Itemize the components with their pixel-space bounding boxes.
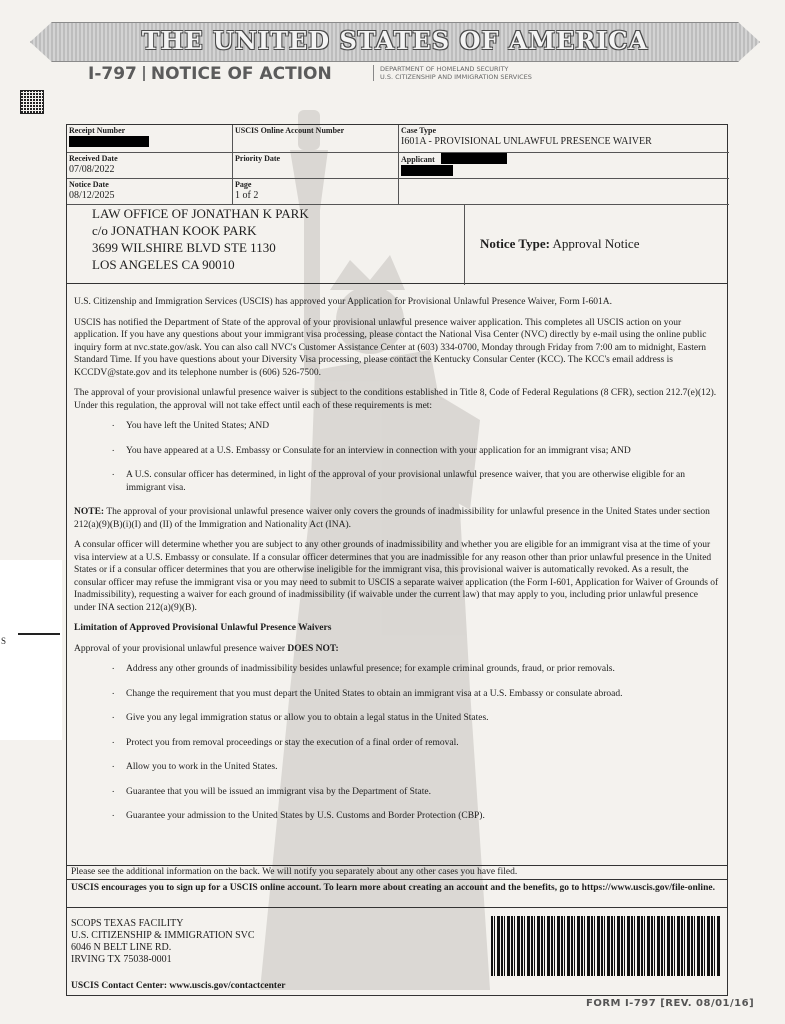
office-line-2: U.S. CITIZENSHIP & IMMIGRATION SVC [71,930,255,941]
condition-2: . You have appeared at a U.S. Embassy or Consulate for an interview in connection with your application for an immigrant visa; AND [74,445,720,458]
banner-title: THE UNITED STATES OF AMERICA [141,26,649,55]
body-paragraph-3: The approval of your provisional unlawful presence waiver is subject to the conditions established in Title 8, Code of Federal Regulations (8 CFR), section 212.7(e)(12). Under this regulation, the approval will not take effect until each of these requirements is met: [74,388,717,411]
title-divider [143,66,145,81]
received-value: 07/08/2022 [69,164,115,175]
body-paragraph-4: A consular officer will determine whether you are subject to any other grounds of inadmissibility and whether you are eligible for an immigrant visa at the time of your visa interview at a U.S. Embassy or consulate. If a consular officer determines that you are inadmissible for any reason other than prior unlawful presence in the United States or if a consular officer determines that you are otherwise ineligible for the immigrant visa, this provisional waiver is automatically revoked. As a result, the consular officer may refuse the immigrant visa or you may need to submit to USCIS a separate waiver application (the Form I-601, Application for Waiver of Grounds of Inadmissibility), requesting a waiver for each ground of inadmissibility (if waivable under the current law) that may apply to you, including prior unlawful presence under INA section 212(a)(9)(B). [74,540,719,613]
condition-1: . You have left the United States; AND [74,420,720,433]
notice-date-label: Notice Date [69,180,109,189]
department-line-2: U.S. CITIZENSHIP AND IMMIGRATION SERVICES [380,73,532,81]
body-paragraph-2: USCIS has notified the Department of State of the approval of your provisional unlawful presence waiver application. This completes all USCIS action on your application. If you have any questions about your immigrant visa processing, please contact the National Visa Center (NVC) directly by e-mail using the online public inquiry form at nvc.state.gov/ask. You can also call NVC's Customer Assistance Center at (603) 334-0700, Monday through Friday from 7:00 am to midnight, Eastern Standard Time. If you have questions about your Diversity Visa processing, please contact the Kentucky Consular Center (KCC). The KCC's email address is KCCDV@state.gov and its telephone number is (606) 526-7500. [74,317,707,378]
left-margin-strip [0,560,62,740]
address-line-2: c/o JONATHAN KOOK PARK [92,223,257,238]
receipt-redaction [69,136,149,147]
form-title: NOTICE OF ACTION [150,64,332,84]
blank-cell [399,179,729,205]
online-account-cell [233,125,399,153]
office-line-4: IRVING TX 75038-0001 [71,954,172,965]
office-address [71,918,255,966]
online-account-label: USCIS Online Account Number [235,126,345,135]
applicant-redaction-1 [441,153,507,164]
notice-date-value: 08/12/2025 [69,190,115,201]
footnote: Please see the additional information on the back. We will notify you separately about any other cases you have filed. [66,866,728,880]
notice-date-cell [67,179,233,205]
address-line-3: 3699 WILSHIRE BLVD STE 1130 [92,240,276,255]
note-paragraph [74,506,720,531]
priority-label: Priority Date [235,154,281,163]
address-line-1: LAW OFFICE OF JONATHAN K PARK [92,206,309,221]
office-line-3: 6046 N BELT LINE RD. [71,942,172,953]
address-line-4: LOS ANGELES CA 90010 [92,257,235,272]
body-paragraph-1: U.S. Citizenship and Immigration Services (USCIS) has approved your Application for Provisional Unlawful Presence Waiver, Form I-601A. [74,297,612,307]
priority-cell [233,153,399,179]
form-revision: FORM I-797 [REV. 08/01/16] [586,998,755,1009]
department-block [373,65,532,81]
case-type-cell [399,125,729,153]
side-mark: S [1,636,7,646]
limitation-6: . Guarantee that you will be issued an immigrant visa by the Department of State. [74,786,720,799]
limitation-heading: Limitation of Approved Provisional Unlawful Presence Waivers [74,623,332,633]
online-account-promo: USCIS encourages you to sign up for a USCIS online account. To learn more about creating an account and the benefits, go to https://www.uscis.gov/file-online. [66,880,728,908]
note-text: The approval of your provisional unlawful presence waiver only covers the grounds of inadmissibility for unlawful presence in the United States under section 212(a)(9)(B)(i)(I) and (II) of the Immigration and Nationality Act (INA). [74,507,710,530]
notice-type [480,236,639,252]
limitation-5: . Allow you to work in the United States. [74,761,720,774]
page-label: Page [235,180,252,189]
notice-type-value: Approval Notice [552,236,640,251]
note-label: NOTE: [74,507,105,517]
qr-code-icon [20,90,44,114]
received-label: Received Date [69,154,118,163]
applicant-redaction-2 [401,165,453,176]
notice-body [74,296,720,835]
case-type-value: I601A - PROVISIONAL UNLAWFUL PRESENCE WAIVER [401,136,652,147]
does-not-label: DOES NOT: [287,643,339,654]
left-margin-mark [18,633,60,635]
limitation-7: . Guarantee your admission to the United States by U.S. Customs and Border Protection (CBP). [74,810,720,823]
form-number: I-797 [88,64,137,84]
page-cell [233,179,399,205]
office-line-1: SCOPS TEXAS FACILITY [71,918,184,929]
limitation-4: . Protect you from removal proceedings or stay the execution of a final order of removal. [74,737,720,750]
receipt-label: Receipt Number [69,126,126,135]
condition-3: . A U.S. consular officer has determined, in light of the approval of your provisional unlawful presence waiver, that you are otherwise eligible for an immigrant visa. [74,469,720,494]
applicant-label: Applicant [401,155,435,164]
received-cell [67,153,233,179]
approval-intro-text: Approval of your provisional unlawful presence waiver [74,643,286,654]
mailing-address [92,205,309,273]
notice-type-label: Notice Type: [480,236,550,251]
limitation-2: . Change the requirement that you must depart the United States to obtain an immigrant visa at a U.S. Embassy or consulate abroad. [74,688,720,701]
department-line-1: DEPARTMENT OF HOMELAND SECURITY [380,65,509,73]
limitation-1: . Address any other grounds of inadmissibility besides unlawful presence; for example criminal grounds, fraud, or prior removals. [74,663,720,676]
barcode-icon [491,916,721,976]
contact-center: USCIS Contact Center: www.uscis.gov/contactcenter [71,981,286,991]
limitation-3: . Give you any legal immigration status or allow you to obtain a legal status in the United States. [74,712,720,725]
office-block [66,908,728,996]
approval-intro [74,643,720,656]
receipt-cell [67,125,233,153]
applicant-cell [399,153,729,179]
case-type-label: Case Type [401,126,437,135]
form-title-line [88,64,332,86]
page-value: 1 of 2 [235,190,259,201]
